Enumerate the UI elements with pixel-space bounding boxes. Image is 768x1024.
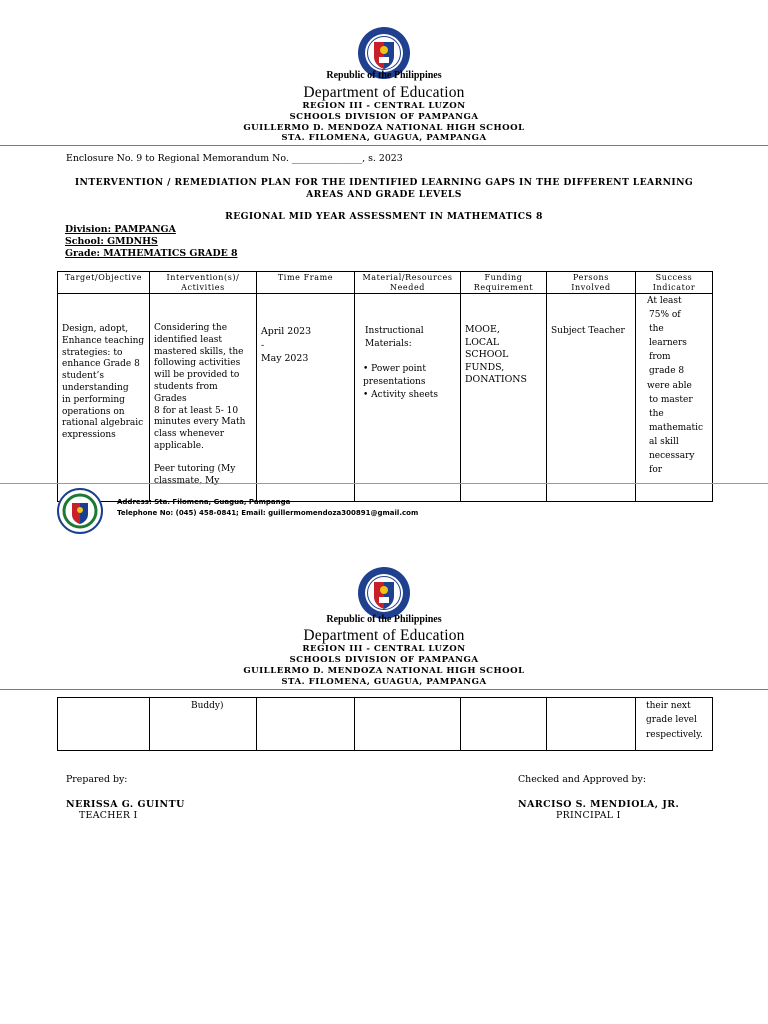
table-header-row	[58, 272, 713, 294]
school-info: School: GMDNHS	[65, 236, 158, 247]
header-success: Success Indicator	[636, 272, 713, 294]
header-materials: Material/Resources Needed	[355, 272, 461, 294]
division-info: Division: PAMPANGA	[65, 224, 176, 235]
department-title: Department of Education	[303, 84, 465, 101]
cell-target: Design, adopt, Enhance teaching strategies: to enhance Grade 8 student’s understanding in performing operations on rational algebraic expressions	[58, 294, 150, 502]
table-row	[58, 294, 713, 502]
header-intervention: Intervention(s)/ Activities	[150, 272, 257, 294]
enclosure-line: Enclosure No. 9 to Regional Memorandum No. _______________, s. 2023	[66, 153, 403, 164]
cell-success: their next grade level respectively.	[636, 698, 713, 751]
cell-funding	[461, 698, 547, 751]
plan-table	[57, 271, 713, 502]
cell-time-frame: April 2023 - May 2023	[257, 294, 355, 502]
header-divider	[0, 689, 768, 690]
region-label: REGION III - CENTRAL LUZON	[302, 101, 466, 111]
plan-title-line1: INTERVENTION / REMEDIATION PLAN FOR THE IDENTIFIED LEARNING GAPS IN THE DIFFERENT LEARNING	[74, 177, 694, 188]
page1-footer-divider	[0, 483, 768, 484]
plan-table-continued	[57, 697, 713, 751]
school-name: GUILLERMO D. MENDOZA NATIONAL HIGH SCHOOL	[243, 123, 525, 133]
cell-persons	[547, 698, 636, 751]
division-header: SCHOOLS DIVISION OF PAMPANGA	[289, 112, 479, 122]
school-name: GUILLERMO D. MENDOZA NATIONAL HIGH SCHOOL	[243, 666, 525, 676]
approved-by-name: NARCISO S. MENDIOLA, JR.	[518, 799, 680, 810]
cell-intervention: Considering the identified least mastered skills, the following activities will be provided to students from Grades 8 for at least 5- 10 minutes every Math class whenever applicable. Peer tutoring (My classmate, My	[150, 294, 257, 502]
school-address: STA. FILOMENA, GUAGUA, PAMPANGA	[281, 677, 487, 687]
prepared-by-name: NERISSA G. GUINTU	[66, 799, 185, 810]
cell-target	[58, 698, 150, 751]
plan-subtitle: REGIONAL MID YEAR ASSESSMENT IN MATHEMATICS 8	[225, 211, 543, 222]
deped-seal-icon	[357, 566, 411, 620]
footer-address: Address: Sta. Filomena, Guagua, Pampanga	[117, 498, 291, 506]
cell-intervention: Buddy)	[150, 698, 257, 751]
cell-success: At least 75% of the learners from grade 8 were able to master the mathematic al skill necessary for	[636, 294, 713, 502]
cell-funding: MOOE, LOCAL SCHOOL FUNDS, DONATIONS	[461, 294, 547, 502]
approved-by-label: Checked and Approved by:	[518, 774, 647, 785]
school-seal-icon	[57, 488, 103, 534]
prepared-by-role: TEACHER I	[79, 810, 138, 821]
grade-info: Grade: MATHEMATICS GRADE 8	[65, 248, 238, 259]
republic-label: Republic of the Philippines	[326, 70, 442, 81]
division-header: SCHOOLS DIVISION OF PAMPANGA	[289, 655, 479, 665]
school-address: STA. FILOMENA, GUAGUA, PAMPANGA	[281, 133, 487, 143]
header-time-frame: Time Frame	[257, 272, 355, 294]
header-persons: Persons Involved	[547, 272, 636, 294]
department-title: Department of Education	[303, 627, 465, 644]
region-label: REGION III - CENTRAL LUZON	[302, 644, 466, 654]
header-funding: Funding Requirement	[461, 272, 547, 294]
cell-materials	[355, 698, 461, 751]
prepared-by-label: Prepared by:	[66, 774, 128, 785]
cell-time-frame	[257, 698, 355, 751]
plan-title-line2: AREAS AND GRADE LEVELS	[306, 189, 462, 200]
table-row	[58, 698, 713, 751]
header-divider	[0, 145, 768, 146]
republic-label: Republic of the Philippines	[326, 614, 442, 625]
cell-materials: Instructional Materials: • Power point presentations • Activity sheets	[355, 294, 461, 502]
approved-by-role: PRINCIPAL I	[556, 810, 621, 821]
cell-persons: Subject Teacher	[547, 294, 636, 502]
header-target: Target/Objective	[58, 272, 150, 294]
footer-contact: Telephone No: (045) 458-0841; Email: guillermomendoza300891@gmail.com	[117, 509, 419, 517]
